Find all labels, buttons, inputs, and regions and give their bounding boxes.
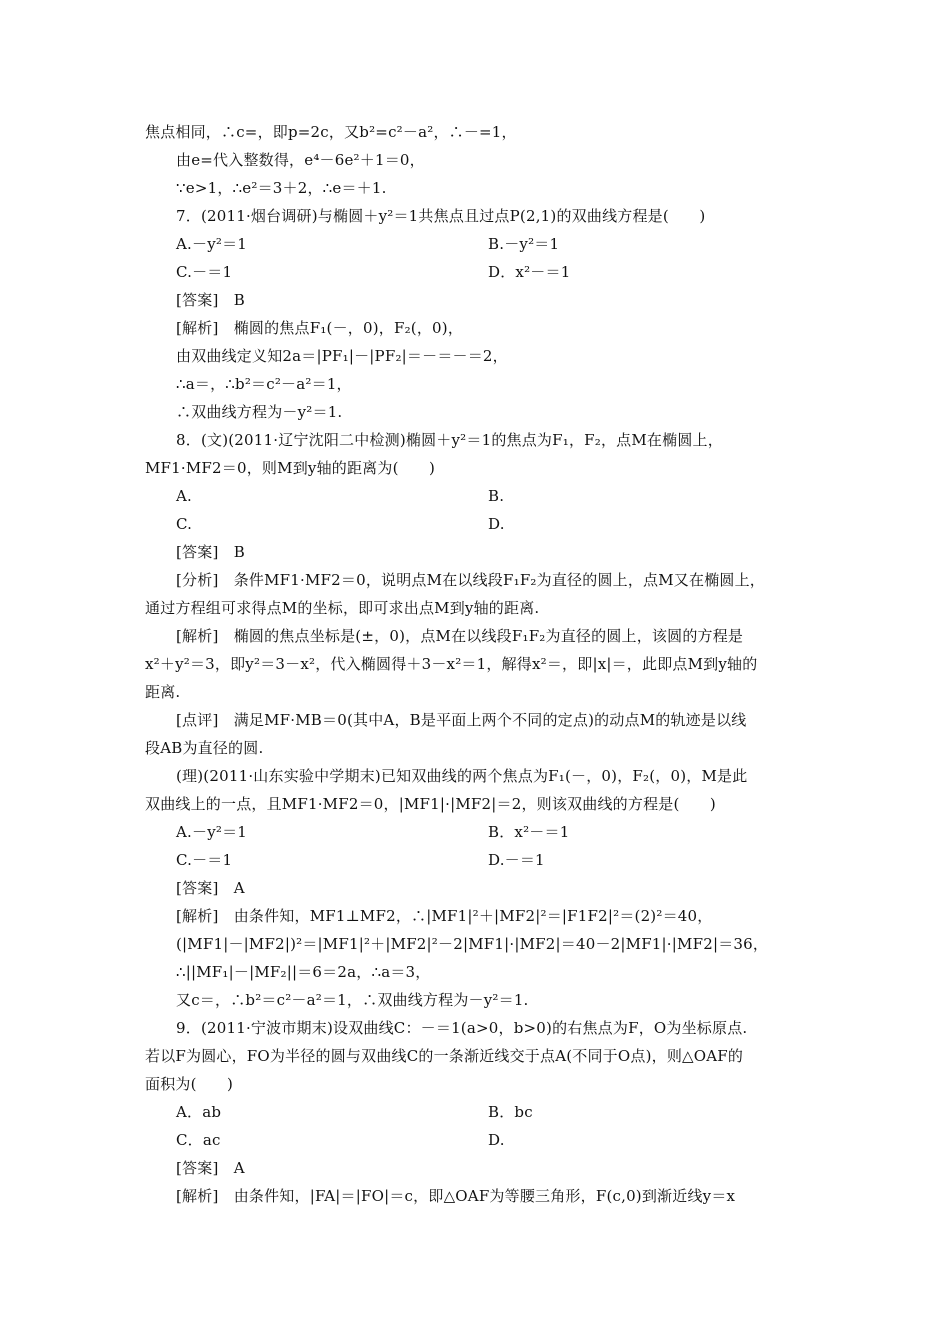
text-line: ∴||MF₁|－|MF₂||＝6＝2a，∴a＝3， [176, 963, 431, 981]
option-b: B．bc [488, 1103, 533, 1121]
option-a: A.－y²＝1 [176, 823, 248, 841]
option-c: C.－＝1 [176, 263, 233, 281]
analysis-line: [解析] 由条件知，|FA|＝|FO|＝c，即△OAF为等腰三角形，F(c,0)到渐近线y＝x [176, 1187, 736, 1205]
analysis-line: [解析] 椭圆的焦点坐标是(±，0)，点M在以线段F₁F₂为直径的圆上，该圆的方程是 [176, 627, 744, 645]
option-c: C.－＝1 [176, 851, 233, 869]
option-c: C．ac [176, 1131, 221, 1149]
option-b: B.－y²＝1 [488, 235, 560, 253]
text-line: 又c＝，∴b²＝c²－a²＝1，∴双曲线方程为－y²＝1. [176, 991, 529, 1009]
text-line: 通过方程组可求得点M的坐标，即可求出点M到y轴的距离. [145, 599, 540, 617]
question-8-li-stem: (理)(2011·山东实验中学期末)已知双曲线的两个焦点为F₁(－，0)，F₂(，0)，M是此 [176, 767, 748, 785]
option-b: B. [488, 487, 505, 505]
option-a: A.－y²＝1 [176, 235, 248, 253]
text-line: ∵e>1，∴e²＝3＋2，∴e＝＋1. [176, 179, 387, 197]
text-line: 焦点相同，∴c=，即p=2c，又b²=c²－a²，∴－=1， [145, 123, 517, 141]
option-a: A．ab [176, 1103, 222, 1121]
text-line: (|MF1|－|MF2|)²＝|MF1|²＋|MF2|²－2|MF1|·|MF2|＝40－2|MF1|·|MF2|＝36， [176, 935, 769, 953]
answer-label: [答案] B [176, 543, 245, 561]
question-8-stem: 8．(文)(2011·辽宁沈阳二中检测)椭圆＋y²＝1的焦点为F₁，F₂，点M在椭圆上， [176, 431, 723, 449]
text-line: ∴a＝，∴b²＝c²－a²＝1， [176, 375, 352, 393]
answer-label: [答案] B [176, 291, 245, 309]
text-line: ∴双曲线方程为－y²＝1. [176, 403, 343, 421]
question-7-stem: 7．(2011·烟台调研)与椭圆＋y²＝1共焦点且过点P(2,1)的双曲线方程是( ) [176, 207, 706, 225]
answer-label: [答案] A [176, 1159, 245, 1177]
option-c: C. [176, 515, 193, 533]
option-d: D. [488, 515, 505, 533]
question-9-stem: 9．(2011·宁波市期末)设双曲线C：－＝1(a>0，b>0)的右焦点为F，O为坐标原点. [176, 1019, 748, 1037]
answer-label: [答案] A [176, 879, 245, 897]
text-line: 由双曲线定义知2a＝|PF₁|－|PF₂|＝－＝－＝2， [176, 347, 508, 365]
text-line: 面积为( ) [145, 1075, 234, 1093]
text-line: 若以F为圆心，FO为半径的圆与双曲线C的一条渐近线交于点A(不同于O点)，则△OAF的 [145, 1047, 744, 1065]
text-line: 段AB为直径的圆. [145, 739, 264, 757]
option-d: D．x²－＝1 [488, 263, 571, 281]
text-line: 距离. [145, 683, 181, 701]
text-line: x²＋y²＝3，即y²＝3－x²，代入椭圆得＋3－x²＝1，解得x²＝，即|x|＝，此即点M到y轴的 [145, 655, 758, 673]
text-line: MF1·MF2＝0，则M到y轴的距离为( ) [145, 459, 436, 477]
text-line: 由e=代入整数得，e⁴－6e²＋1＝0， [176, 151, 425, 169]
analysis-line: [分析] 条件MF1·MF2＝0，说明点M在以线段F₁F₂为直径的圆上，点M又在椭圆上， [176, 571, 765, 589]
text-line: 双曲线上的一点，且MF1·MF2＝0，|MF1|·|MF2|＝2，则该双曲线的方程是( ) [145, 795, 716, 813]
analysis-line: [解析] 椭圆的焦点F₁(－，0)，F₂(，0)， [176, 319, 464, 337]
option-d: D. [488, 1131, 505, 1149]
analysis-line: [解析] 由条件知，MF1⊥MF2，∴|MF1|²＋|MF2|²＝|F1F2|²＝(2)²＝40， [176, 907, 713, 925]
comment-line: [点评] 满足MF·MB＝0(其中A，B是平面上两个不同的定点)的动点M的轨迹是以线 [176, 711, 747, 729]
option-b: B．x²－＝1 [488, 823, 570, 841]
option-a: A. [176, 487, 193, 505]
option-d: D.－＝1 [488, 851, 545, 869]
